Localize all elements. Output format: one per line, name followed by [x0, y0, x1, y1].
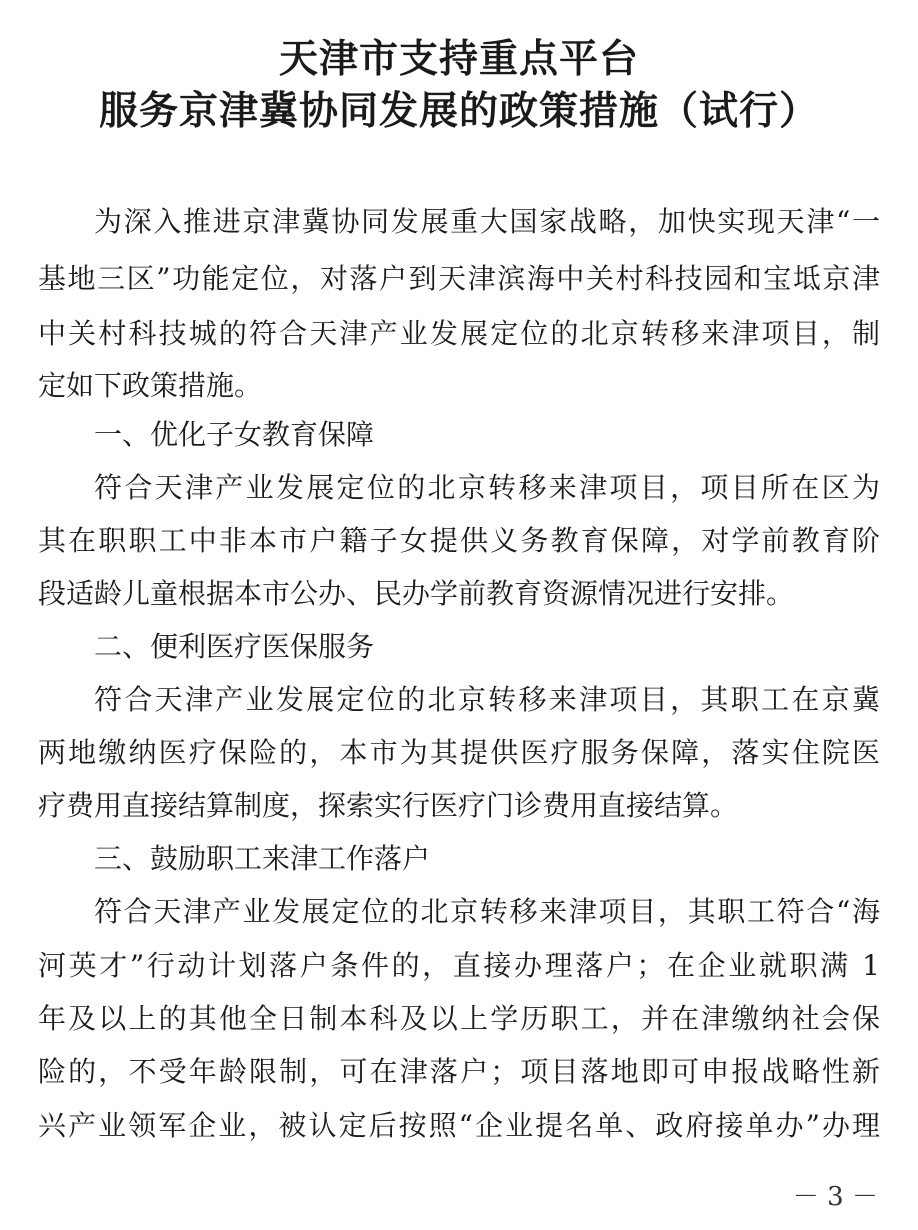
intro-line: 中关村科技城的符合天津产业发展定位的北京转移来津项目，制 — [38, 317, 880, 350]
document-title-line-1: 天津市支持重点平台 — [278, 36, 639, 82]
section-medical-line: 疗费用直接结算制度，探索实行医疗门诊费用直接结算。 — [38, 789, 739, 822]
intro-line: 定如下政策措施。 — [38, 369, 263, 402]
section-settlement-line: 河英才”行动计划落户条件的，直接办理落户；在企业就职满 1 — [38, 949, 880, 982]
section-education-line: 符合天津产业发展定位的北京转移来津项目，项目所在区为 — [94, 471, 880, 504]
section-medical-line: 符合天津产业发展定位的北京转移来津项目，其职工在京冀 — [94, 683, 880, 716]
section-heading-education: 一、优化子女教育保障 — [94, 418, 375, 451]
section-settlement-line: 险的，不受年龄限制，可在津落户；项目落地即可申报战略性新 — [38, 1055, 880, 1088]
section-education-line: 其在职职工中非本市户籍子女提供义务教育保障，对学前教育阶 — [38, 524, 880, 557]
section-heading-settlement: 三、鼓励职工来津工作落户 — [94, 842, 431, 875]
document-title-line-2: 服务京津冀协同发展的政策措施（试行） — [98, 88, 819, 134]
section-heading-medical: 二、便利医疗医保服务 — [94, 630, 375, 663]
page-number: － 3 － — [792, 1182, 878, 1212]
intro-line: 为深入推进京津冀协同发展重大国家战略，加快实现天津“一 — [94, 205, 880, 238]
section-settlement-line: 年及以上的其他全日制本科及以上学历职工，并在津缴纳社会保 — [38, 1002, 880, 1035]
section-settlement-line: 兴产业领军企业，被认定后按照“企业提名单、政府接单办”办理 — [38, 1109, 880, 1142]
section-education-line: 段适龄儿童根据本市公办、民办学前教育资源情况进行安排。 — [38, 577, 795, 610]
section-medical-line: 两地缴纳医疗保险的，本市为其提供医疗服务保障，落实住院医 — [38, 736, 880, 769]
section-settlement-line: 符合天津产业发展定位的北京转移来津项目，其职工符合“海 — [94, 895, 880, 928]
intro-line: 基地三区”功能定位，对落户到天津滨海中关村科技园和宝坻京津 — [38, 262, 880, 295]
